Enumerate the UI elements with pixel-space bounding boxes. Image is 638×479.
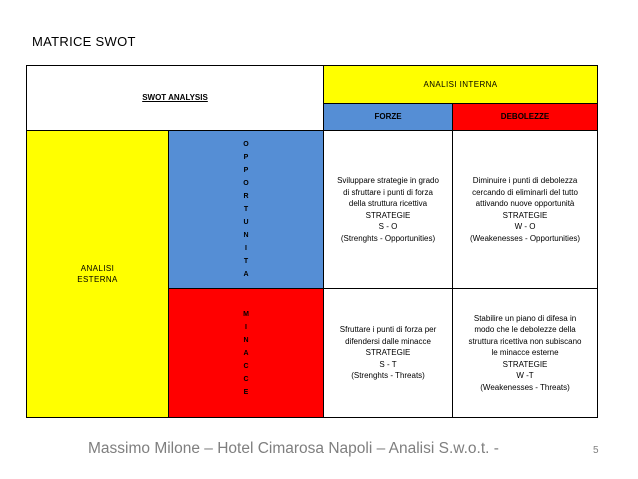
strategy-so-line: S - O bbox=[378, 222, 398, 231]
strategy-wo-line: attivando nuove opportunità bbox=[475, 199, 575, 208]
analisi-esterna-line-1: ANALISI bbox=[80, 263, 115, 273]
strategy-wo-line: (Weakenesses - Opportunities) bbox=[469, 233, 581, 243]
forze-header: FORZE bbox=[324, 104, 453, 131]
opportunita-letter: A bbox=[243, 271, 249, 278]
opportunita-cell bbox=[169, 131, 324, 289]
strategy-wo-line: Diminuire i punti di debolezza bbox=[472, 176, 578, 185]
strategy-wo-line: W - O bbox=[514, 222, 536, 231]
opportunita-letter: O bbox=[243, 141, 249, 148]
opportunita-letter: P bbox=[243, 154, 249, 161]
strategy-wt-line: modo che le debolezze della bbox=[474, 325, 576, 335]
minacce-letter: C bbox=[243, 362, 249, 370]
slide-title: MATRICE SWOT bbox=[32, 34, 136, 49]
page-number: 5 bbox=[593, 445, 599, 456]
minacce-letter: M bbox=[243, 310, 249, 318]
opportunita-letter: U bbox=[243, 219, 249, 226]
strategy-wt-line: Stabilire un piano di difesa in bbox=[473, 313, 577, 323]
strategy-wo-cell bbox=[453, 131, 598, 289]
swot-matrix bbox=[26, 65, 598, 418]
strategy-wt-line: (Weakenesses - Threats) bbox=[480, 382, 570, 392]
strategy-wt-line: W -T bbox=[516, 371, 534, 381]
opportunita-letter: R bbox=[243, 193, 249, 200]
minacce-letter: C bbox=[243, 375, 249, 383]
analisi-esterna-header bbox=[27, 131, 169, 418]
minacce-cell bbox=[169, 289, 324, 418]
strategy-st-cell bbox=[324, 289, 453, 418]
opportunita-letter: O bbox=[243, 180, 249, 187]
opportunita-letter: T bbox=[243, 258, 249, 265]
strategy-wt-cell bbox=[453, 289, 598, 418]
opportunita-vertical-label bbox=[243, 138, 248, 281]
strategy-st-line: S - T bbox=[379, 359, 397, 369]
strategy-st-line: STRATEGIE bbox=[365, 348, 411, 358]
opportunita-letter: T bbox=[243, 206, 249, 213]
strategy-wt-line: le minacce esterne bbox=[491, 348, 559, 358]
minacce-vertical-label bbox=[243, 308, 249, 399]
minacce-letter: I bbox=[245, 323, 247, 331]
opportunita-letter: I bbox=[245, 245, 247, 252]
strategy-wo-line: STRATEGIE bbox=[502, 210, 548, 220]
opportunita-letter: N bbox=[243, 232, 249, 239]
minacce-letter: N bbox=[243, 336, 249, 344]
strategy-so-line: di sfruttare i punti di forza bbox=[343, 187, 433, 197]
strategy-wt-line: STRATEGIE bbox=[502, 359, 548, 369]
minacce-letter: E bbox=[243, 388, 249, 396]
swot-analysis-label: SWOT ANALYSIS bbox=[27, 66, 324, 131]
strategy-wt-line: struttura ricettiva non subiscano bbox=[468, 336, 582, 346]
strategy-st-line: difendersi dalle minacce bbox=[345, 336, 431, 346]
slide-footer: Massimo Milone – Hotel Cimarosa Napoli – Analisi S.w.o.t. - bbox=[88, 440, 499, 457]
debolezze-header: DEBOLEZZE bbox=[453, 104, 598, 131]
strategy-so-line: (Strenghts - Opportunities) bbox=[340, 233, 436, 243]
strategy-st-line: Sfruttare i punti di forza per bbox=[339, 325, 437, 335]
strategy-so-line: STRATEGIE bbox=[365, 210, 411, 220]
strategy-wo-line: cercando di eliminarli del tutto bbox=[472, 187, 578, 197]
analisi-interna-header: ANALISI INTERNA bbox=[324, 66, 598, 104]
minacce-letter: A bbox=[243, 349, 249, 357]
opportunita-letter: P bbox=[243, 167, 249, 174]
strategy-so-line: Sviluppare strategie in grado bbox=[337, 176, 439, 185]
strategy-so-line: della struttura ricettiva bbox=[348, 199, 428, 208]
analisi-esterna-line-2: ESTERNA bbox=[77, 275, 118, 284]
strategy-so-cell bbox=[324, 131, 453, 289]
strategy-st-line: (Strenghts - Threats) bbox=[351, 371, 425, 381]
